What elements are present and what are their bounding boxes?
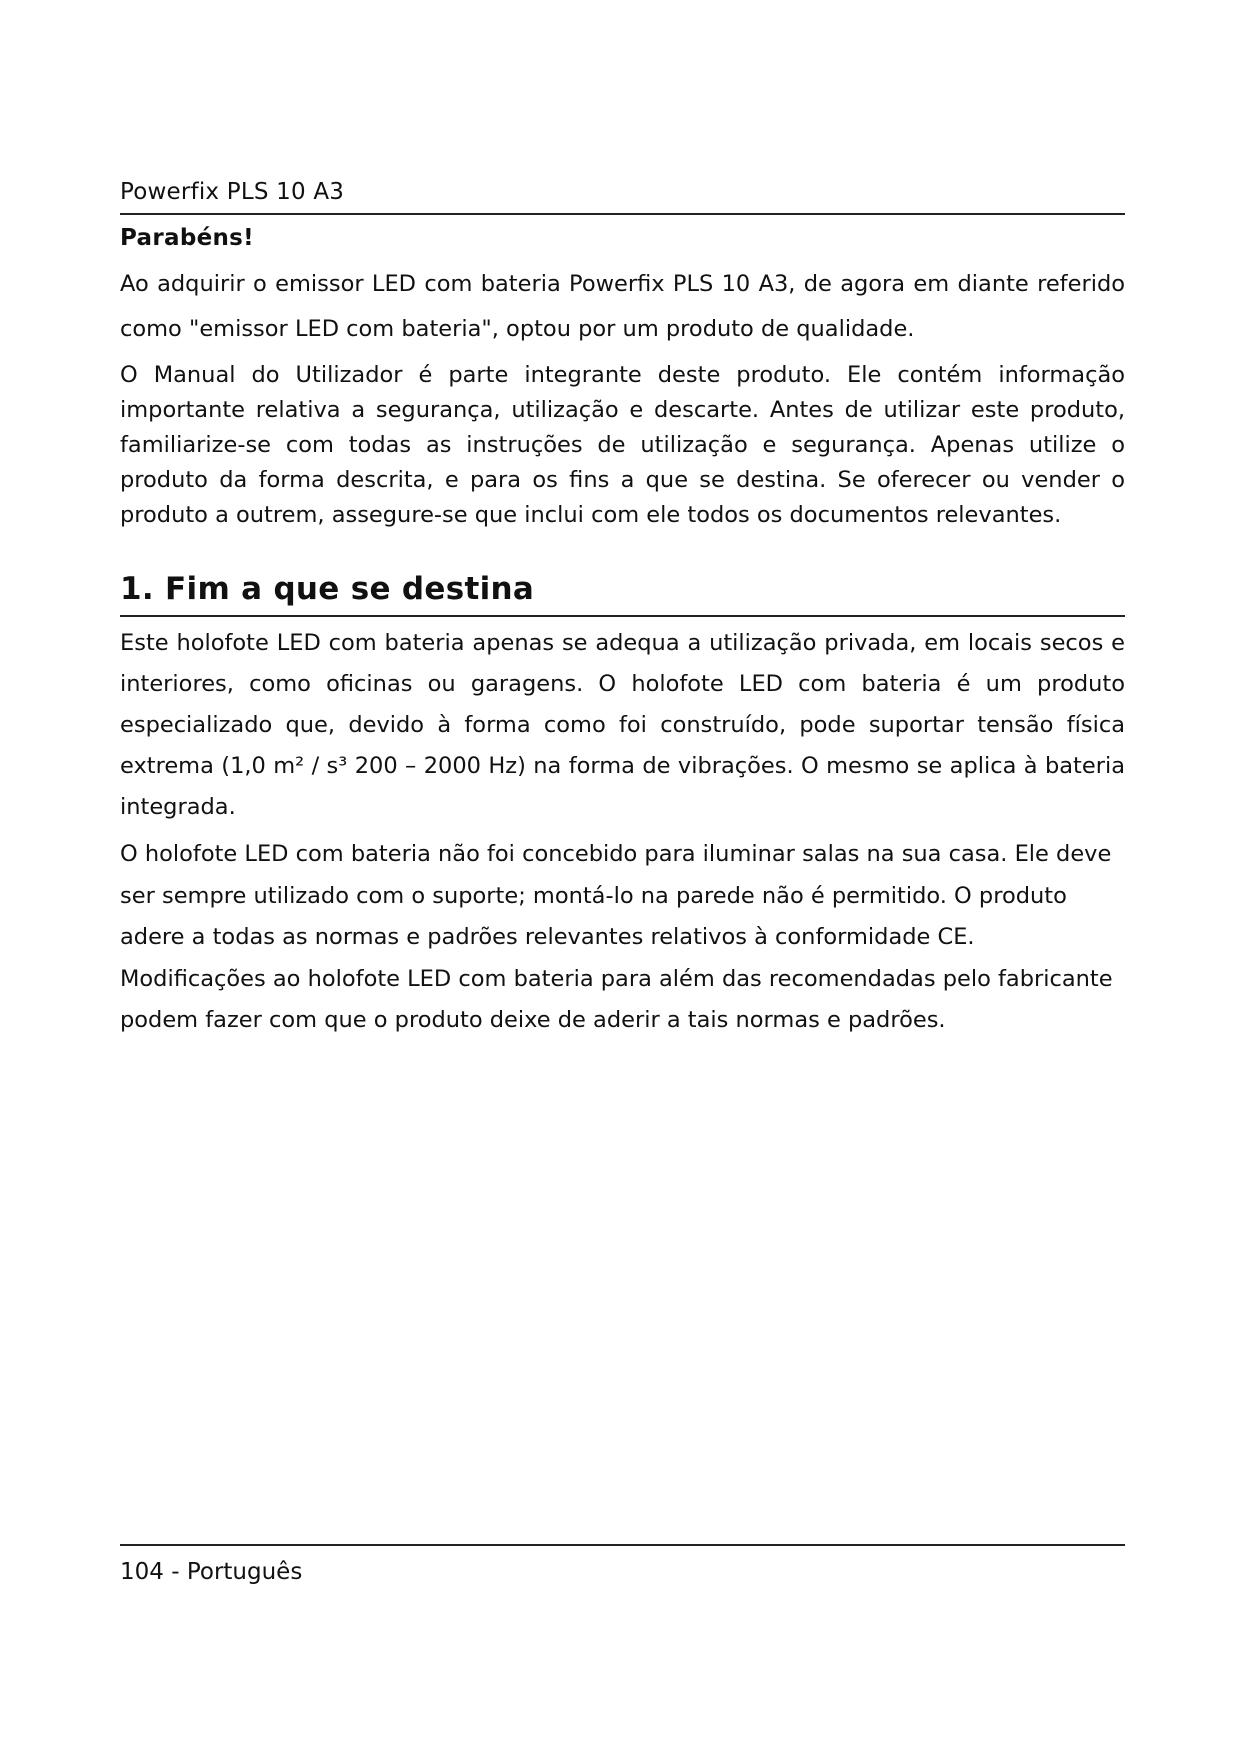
greeting-heading: Parabéns! [120,225,254,251]
section-paragraph-2: O holofote LED com bateria não foi concebido para iluminar salas na sua casa. Ele deve ser sempre utilizado com o suporte; montá-lo na parede não é permitido. O produto adere a todas as normas e padrões relevantes relativos à conformidade CE. Modificações ao holofote LED com bateria para além das recomendadas pelo fabricante podem fazer com que o produto deixe de aderir a tais normas e padrões. [120,841,1113,1033]
running-header: Powerfix PLS 10 A3 [120,179,345,205]
header-divider [120,213,1125,215]
intro-paragraph-1: Ao adquirir o emissor LED com bateria Powerfix PLS 10 A3, de agora em diante referido como "emissor LED com bateria", optou por um produto de qualidade. [120,271,1125,342]
intro-paragraph-2: O Manual do Utilizador é parte integrante deste produto. Ele contém informação importante relativa a segurança, utilização e descarte. Antes de utilizar este produto, familiarize-se com todas as instruções de utilização e segurança. Apenas utilize o produto da forma descrita, e para os fins a que se destina. Se oferecer ou vender o produto a outrem, assegure-se que inclui com ele todos os documentos relevantes. [120,362,1125,528]
section-heading: 1. Fim a que se destina [120,571,535,607]
section-paragraph-1: Este holofote LED com bateria apenas se adequa a utilização privada, em locais secos e interiores, como oficinas ou garagens. O holofote LED com bateria é um produto especializado que, devido à forma como foi construído, pode suportar tensão física extrema (1,0 m² / s³ 200 – 2000 Hz) na forma de vibrações. O mesmo se aplica à bateria integrada. [120,630,1125,820]
section-divider [120,615,1125,617]
page-content [120,222,1125,1042]
footer-divider [120,1544,1125,1546]
page-number: 104 - Português [120,1559,303,1585]
